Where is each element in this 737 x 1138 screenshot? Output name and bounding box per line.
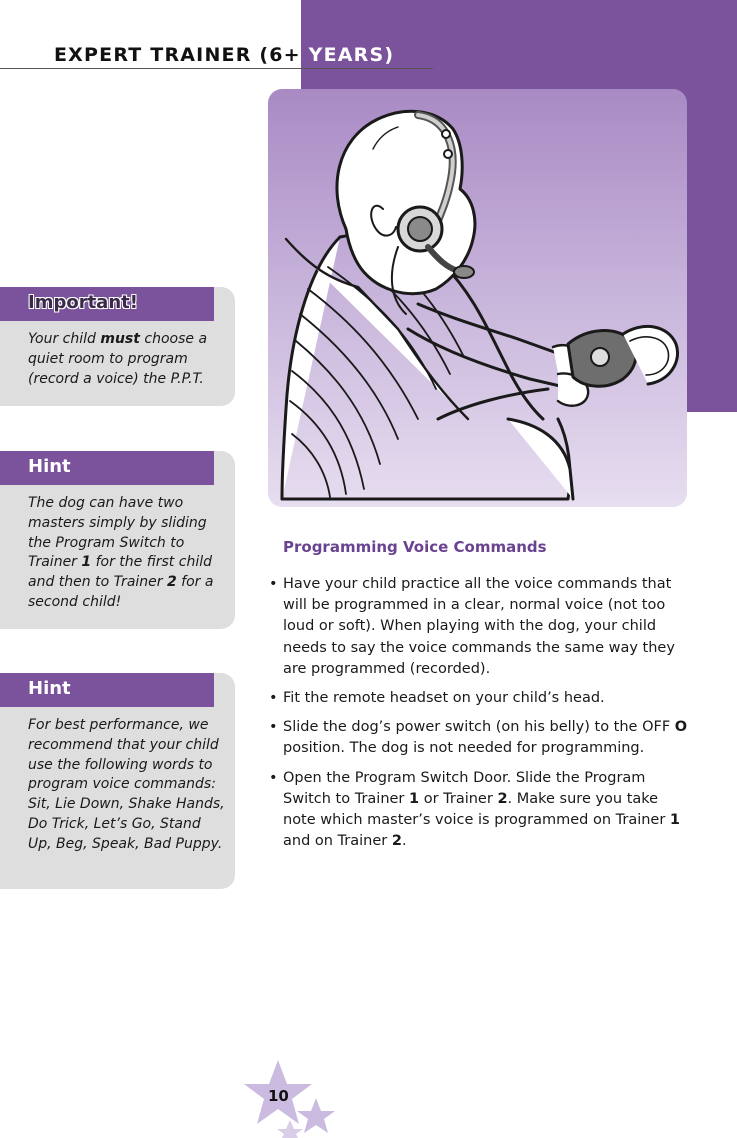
instruction-list [268,574,688,860]
list-item: • Open the Program Switch Door. Slide the Program Switch to Trainer 1 or Trainer 2. Make sure you take note which master’s voice is programmed on Trainer 1 and on Trainer 2. [268,768,688,853]
list-item: • Slide the dog’s power switch (on his belly) to the OFF O position. The dog is not needed for programming. [268,717,688,759]
important-callout [0,287,235,406]
section-heading: Programming Voice Commands [283,538,547,556]
hint-body-masters: The dog can have two masters simply by sliding the Program Switch to Trainer 1 for the first child and then to Trainer 2 for a second child! [28,495,214,610]
page-number: 10 [268,1087,289,1105]
title-main: EXPERT TRAINER (6+ [54,44,309,66]
hint-heading: Hint [0,673,214,707]
child-with-headset-illustration [268,89,687,507]
list-item: • Have your child practice all the voice commands that will be programmed in a clear, normal voice (not too loud or soft). When playing with the dog, your child needs to say the voice commands the same way they are programmed (recorded). [268,574,688,680]
important-body: Your child must choose a quiet room to program (record a voice) the P.P.T. [28,331,208,387]
list-item: • Fit the remote headset on your child’s head. [268,688,688,709]
hint-heading: Hint [0,451,214,485]
page-title [54,44,394,66]
hint-callout-masters [0,451,235,629]
hint-callout-words [0,673,235,889]
header-rule [0,68,433,69]
title-accent: YEARS) [308,44,395,66]
important-heading: Important! [0,287,214,321]
star-icon [240,1058,340,1138]
hint-body-words: For best performance, we recommend that your child use the following words to program voice commands: Sit, Lie Down, Shake Hands, Do Trick, Let’s Go, Stand Up, Beg, Speak, Bad Puppy. [28,717,225,852]
off-symbol: O [674,719,688,736]
